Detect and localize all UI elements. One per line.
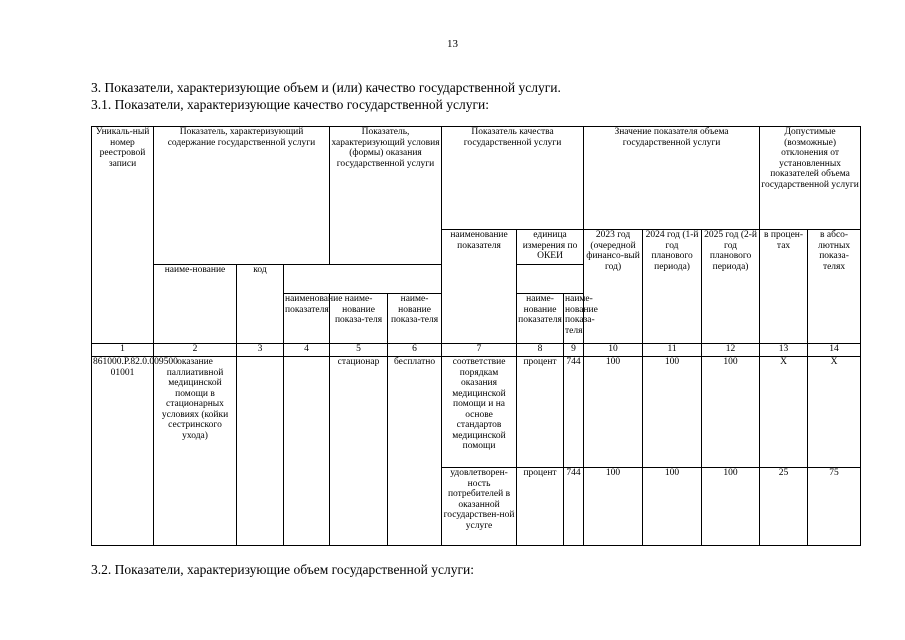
column-number: 8 — [517, 344, 564, 357]
column-number: 1 — [92, 344, 154, 357]
column-number: 13 — [760, 344, 808, 357]
value-2023: 100 — [584, 468, 643, 546]
indicator-code: 744 — [564, 468, 584, 546]
section-3-heading: 3. Показатели, характеризующие объем и (или) качество государственной услуги. — [91, 80, 561, 95]
header-cond-sub2: наиме-нование показа-теля — [564, 294, 584, 344]
header-volume-value: Значение показателя объема государственной услуги — [584, 127, 760, 230]
header-content-sub2: наиме-нование показа-теля — [330, 294, 388, 344]
quality-indicators-table — [91, 126, 861, 546]
header-conditions: Показатель, характеризующий условия (формы) оказания государственной услуги — [330, 127, 442, 265]
column-number: 6 — [388, 344, 442, 357]
registry-number: 861000.Р.82.0.009500 01001 — [92, 357, 154, 546]
header-unit-code: код — [237, 265, 284, 344]
column-number: 10 — [584, 344, 643, 357]
column-number: 5 — [330, 344, 388, 357]
header-year-2023: 2023 год (очередной финансо-вый год) — [584, 230, 643, 344]
indicator-name: удовлетворен-ность потребителей в оказанной государствен-ной услуге — [442, 468, 517, 546]
page-number: 13 — [447, 38, 458, 50]
header-year-2025: 2025 год (2-й год планового периода) — [702, 230, 760, 344]
header-percent: в процен-тах — [760, 230, 808, 344]
header-content-sub1: наименование показателя — [284, 294, 330, 344]
section-3-1-heading: 3.1. Показатели, характеризующие качество государственной услуги: — [91, 97, 490, 112]
content-value: оказание паллиативной медицинской помощи в стационарных условиях (койки сестринского ухода) — [154, 357, 237, 546]
indicator-unit: процент — [517, 357, 564, 468]
value-2023: 100 — [584, 357, 643, 468]
section-3-2-heading: 3.2. Показатели, характеризующие объем государственной услуги: — [91, 562, 474, 577]
value-2025: 100 — [702, 357, 760, 468]
header-quality: Показатель качества государственной услуги — [442, 127, 584, 230]
column-number: 4 — [284, 344, 330, 357]
column-number: 11 — [643, 344, 702, 357]
header-unit-okei: единица измерения по ОКЕИ — [517, 230, 584, 265]
empty-cell — [237, 357, 284, 546]
deviation-absolute: 75 — [808, 468, 861, 546]
indicator-code: 744 — [564, 357, 584, 468]
column-number: 2 — [154, 344, 237, 357]
column-number: 7 — [442, 344, 517, 357]
deviation-percent: 25 — [760, 468, 808, 546]
column-number: 3 — [237, 344, 284, 357]
header-cond-sub1: наиме-нование показателя — [517, 294, 564, 344]
indicator-unit: процент — [517, 468, 564, 546]
condition-value: стационар — [330, 357, 388, 546]
table-row — [92, 357, 861, 468]
indicator-name: соответствие порядкам оказания медицинской помощи и на основе стандартов медицинской помощи — [442, 357, 517, 468]
value-2024: 100 — [643, 468, 702, 546]
deviation-absolute: X — [808, 357, 861, 468]
header-unit-name: наиме-нование — [154, 265, 237, 344]
column-number: 12 — [702, 344, 760, 357]
header-deviations: Допустимые (возможные) отклонения от установленных показателей объема государственной услуги — [760, 127, 861, 230]
header-year-2024: 2024 год (1-й год планового периода) — [643, 230, 702, 344]
header-content-sub3: наиме-нование показа-теля — [388, 294, 442, 344]
column-number: 9 — [564, 344, 584, 357]
condition-value-2: бесплатно — [388, 357, 442, 546]
column-number: 14 — [808, 344, 861, 357]
value-2024: 100 — [643, 357, 702, 468]
value-2025: 100 — [702, 468, 760, 546]
header-indicator-name: наименование показателя — [442, 230, 517, 344]
header-content: Показатель, характеризующий содержание государственной услуги — [154, 127, 330, 265]
header-registry: Уникаль-ный номер реестровой записи — [92, 127, 154, 344]
header-absolute: в абсо-лютных показа-телях — [808, 230, 861, 344]
deviation-percent: X — [760, 357, 808, 468]
empty-cell — [284, 357, 330, 546]
